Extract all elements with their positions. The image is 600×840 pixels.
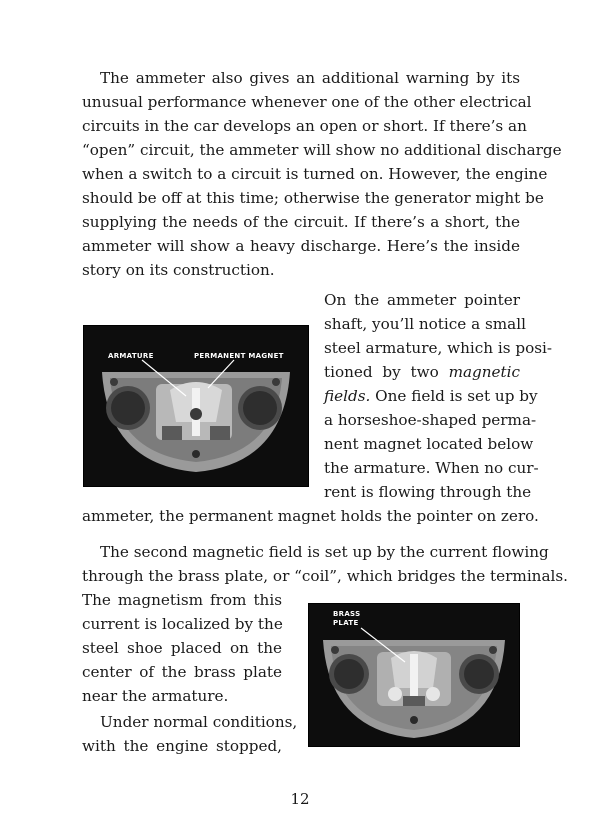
ammeter-armature-photo xyxy=(83,325,309,487)
text-line: center of the brass plate xyxy=(82,663,282,681)
text-line: rent is flowing through the xyxy=(324,483,532,501)
text-line xyxy=(324,384,538,408)
text-line: current is localized by the xyxy=(82,615,283,633)
text-line: steel shoe placed on the xyxy=(82,639,282,657)
text-fragment: One field is set up by xyxy=(375,387,538,405)
italic-term: fields. xyxy=(324,387,371,405)
text-line: nent magnet located below xyxy=(324,435,534,453)
text-line: with the engine stopped, xyxy=(82,737,282,755)
armature-label: ARMATURE xyxy=(108,352,154,360)
plate-label-line2: PLATE xyxy=(333,619,359,627)
text-line: ammeter, the permanent magnet holds the pointer on zero. xyxy=(82,507,539,525)
text-line: The magnetism from this xyxy=(82,591,282,609)
text-fragment: tioned by two xyxy=(324,363,439,381)
italic-term: magnetic xyxy=(448,363,520,381)
text-line: unusual performance whenever one of the other electrical xyxy=(82,93,532,111)
text-line: through the brass plate, or “coil”, which bridges the terminals. xyxy=(82,567,568,585)
text-line: supplying the needs of the circuit. If there’s a short, the xyxy=(82,213,520,231)
brass-plate-photo xyxy=(308,603,520,747)
text-line: when a switch to a circuit is turned on. However, the engine xyxy=(82,165,548,183)
text-line: a horseshoe-shaped perma- xyxy=(324,411,537,429)
text-line: The ammeter also gives an additional warning by its xyxy=(100,69,520,87)
text-line: Under normal conditions, xyxy=(100,713,298,731)
ammeter-illustration-1 xyxy=(84,326,308,486)
brass-label-line1: BRASS xyxy=(333,610,361,618)
text-line: ammeter will show a heavy discharge. Here’s the inside xyxy=(82,237,520,255)
text-line xyxy=(324,360,520,384)
page-number: 12 xyxy=(290,790,310,808)
text-line: story on its construction. xyxy=(82,261,275,279)
text-line: circuits in the car develops an open or short. If there’s an xyxy=(82,117,527,135)
text-line: The second magnetic field is set up by the current flowing xyxy=(100,543,549,561)
text-line: On the ammeter pointer xyxy=(324,291,520,309)
text-line: shaft, you’ll notice a small xyxy=(324,315,526,333)
text-line: steel armature, which is posi- xyxy=(324,339,552,357)
text-line: the armature. When no cur- xyxy=(324,459,539,477)
permanent-magnet-label: PERMANENT MAGNET xyxy=(194,352,284,360)
text-line: “open” circuit, the ammeter will show no additional discharge xyxy=(82,141,562,159)
text-line: near the armature. xyxy=(82,687,229,705)
text-line: should be off at this time; otherwise the generator might be xyxy=(82,189,544,207)
